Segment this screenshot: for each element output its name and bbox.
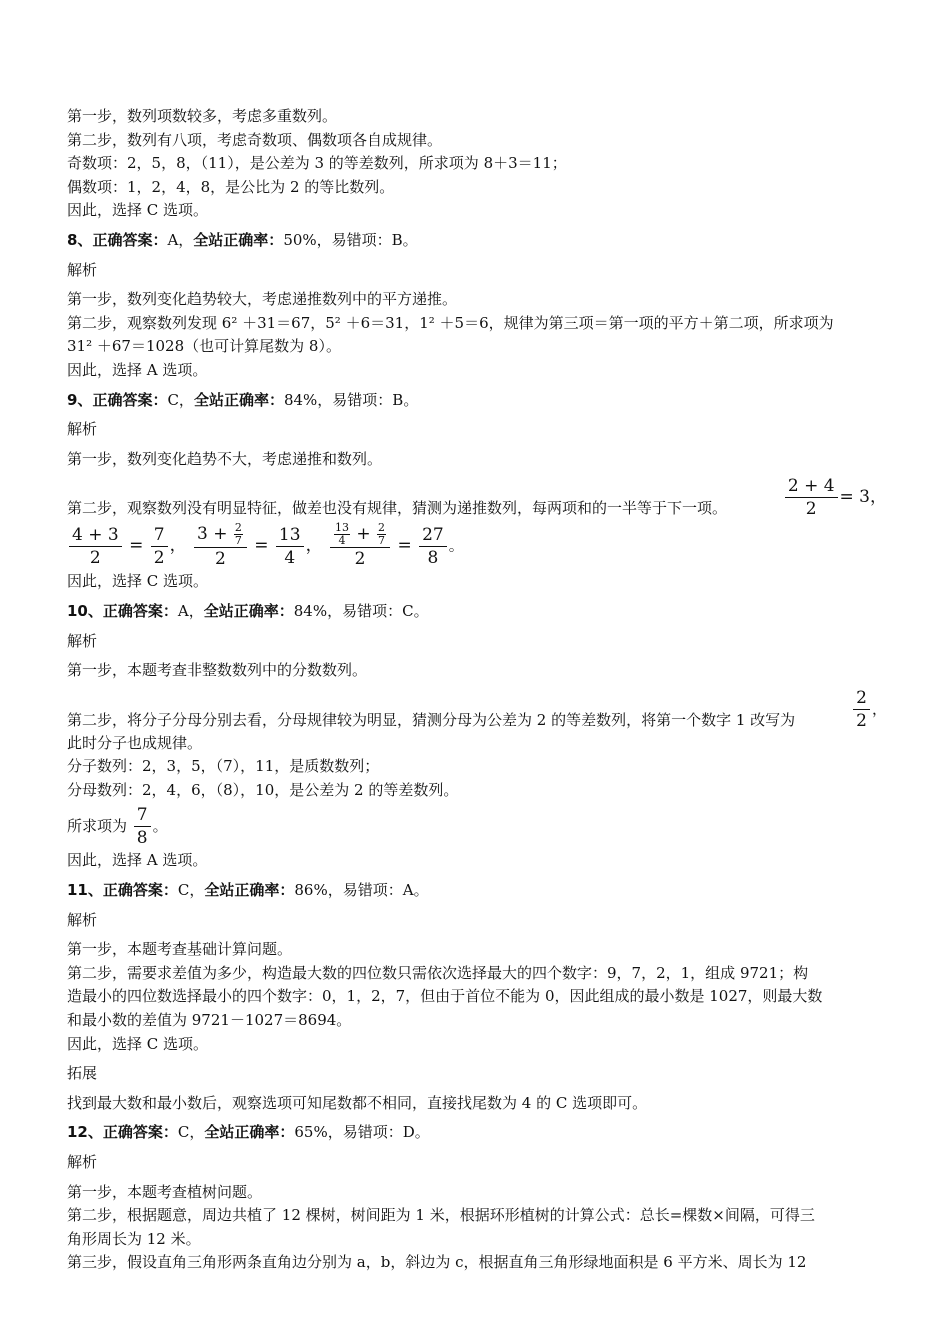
q10-step2: 第二步，将分子分母分别去看，分母规律较为明显，猜测分母为公差为 2 的等差数列，将第一个数字 1 改写为 xyxy=(67,710,796,729)
q9-block xyxy=(67,389,887,594)
q11-rate-label: 全站正确率： xyxy=(204,881,295,900)
q11-step2-cont1: 造最小的四位数选择最小的四个数字：0，1，2，7，但由于首位不能为 0，因此组成的最小数是 1027，则最大数 xyxy=(67,987,823,1006)
q10-numerators: 分子数列：2，3，5，（7），11，是质数数列； xyxy=(67,757,380,776)
q10-analysis-label: 解析 xyxy=(67,631,98,650)
q8-number: 8、 xyxy=(67,230,93,249)
q9-conclusion: 因此，选择 C 选项。 xyxy=(67,572,209,591)
q9-formula-1: $\frac{2 + 4}{2}$ = 3， xyxy=(783,475,887,520)
q9-step2-row xyxy=(67,475,887,520)
q12-analysis-label: 解析 xyxy=(67,1153,98,1171)
q10-step2-row xyxy=(67,687,887,732)
q7-conclusion: 因此，选择 C 选项。 xyxy=(67,201,209,220)
q8-step2-cont: 31² ＋67＝1028（也可计算尾数为 8）。 xyxy=(67,337,341,356)
q11-answer: C， xyxy=(177,881,205,900)
q8-rate-label: 全站正确率： xyxy=(193,230,284,249)
q9-answer-label: 正确答案： xyxy=(92,390,168,409)
q9-header xyxy=(67,389,887,413)
q8-answer: A， xyxy=(167,230,194,249)
q11-analysis-label: 解析 xyxy=(67,910,98,929)
q10-answer-label: 正确答案： xyxy=(102,601,178,620)
q11-header xyxy=(67,879,887,903)
q9-rate-label: 全站正确率： xyxy=(193,390,284,409)
q9-step2: 第二步，观察数列没有明显特征，做差也没有规律，猜测为递推数列，每两项和的一半等于下一项。 xyxy=(67,499,728,518)
q12-step2: 第二步，根据题意，周边共植了 12 棵树，树间距为 1 米，根据环形植树的计算公式：总长=棵数×间隔，可得三 xyxy=(67,1206,815,1225)
q12-block xyxy=(67,1121,887,1275)
q10-step1: 第一步，本题考查非整数数列中的分数数列。 xyxy=(67,661,368,680)
q12-rate: 65%，易错项：D。 xyxy=(294,1123,430,1142)
q12-rate-label: 全站正确率： xyxy=(204,1123,295,1142)
q11-answer-label: 正确答案： xyxy=(102,881,178,900)
q8-block xyxy=(67,229,887,383)
q10-conclusion: 因此，选择 A 选项。 xyxy=(67,851,208,870)
q11-extension-label: 拓展 xyxy=(67,1064,98,1083)
q12-step3: 第三步，假设直角三角形两条直角边分别为 a，b，斜边为 c，根据直角三角形绿地面积是 6 平方米、周长为 12 xyxy=(67,1253,807,1272)
q12-number: 12、 xyxy=(67,1123,103,1142)
q8-answer-label: 正确答案： xyxy=(92,230,168,249)
q12-header xyxy=(67,1121,887,1145)
q10-denominators: 分母数列：2，4，6，（8），10，是公差为 2 的等差数列。 xyxy=(67,780,459,799)
q11-step1: 第一步，本题考查基础计算问题。 xyxy=(67,940,293,959)
q7-step1: 第一步，数列项数较多，考虑多重数列。 xyxy=(67,107,338,125)
q9-answer: C， xyxy=(167,390,194,409)
q10-result-label: 所求项为 xyxy=(67,817,128,836)
q10-step2-cont: 此时分子也成规律。 xyxy=(67,733,203,752)
q11-conclusion: 因此，选择 C 选项。 xyxy=(67,1034,209,1053)
q8-analysis-label: 解析 xyxy=(67,260,98,279)
solution-page xyxy=(67,105,887,1275)
q12-step1: 第一步，本题考查植树问题。 xyxy=(67,1182,263,1201)
q8-step2: 第二步，观察数列发现 6² ＋31＝67，5² ＋6＝31，1² ＋5＝6，规律为第三项＝第一项的平方＋第二项，所求项为 xyxy=(67,313,834,332)
q9-number: 9、 xyxy=(67,390,93,409)
q10-block xyxy=(67,600,887,873)
q9-rate: 84%，易错项：B。 xyxy=(283,390,419,409)
q8-conclusion: 因此，选择 A 选项。 xyxy=(67,360,208,379)
q7-step2: 第二步，数列有八项，考虑奇数项、偶数项各自成规律。 xyxy=(67,130,443,149)
q10-result-row: 所求项为 $\frac{7}{8}$ 。 xyxy=(67,805,168,849)
q11-extension: 找到最大数和最小数后，观察选项可知尾数都不相同，直接找尾数为 4 的 C 选项即可。 xyxy=(67,1093,648,1112)
q10-frac-two-halves: $\frac{2}{2}$ ， xyxy=(851,687,887,732)
q10-header xyxy=(67,600,887,624)
q11-rate: 86%，易错项：A。 xyxy=(294,881,429,900)
q9-formula-line: $\frac{4 + 3}{2}$ = $\frac{7}{2}$ ， 3 + $\frac{2}{7}$ 2 = $\frac{13}{4}$ ， $\frac{13}{4}$ + $\frac{2}{7}$ 2 = $\frac{27}{8}$ 。 xyxy=(67,522,887,570)
q7-block xyxy=(67,105,887,223)
q10-rate-label: 全站正确率： xyxy=(203,601,294,620)
q8-rate: 50%，易错项：B。 xyxy=(283,230,418,249)
q10-rate: 84%，易错项：C。 xyxy=(293,601,429,620)
q11-number: 11、 xyxy=(67,881,103,900)
q11-step2-cont2: 和最小数的差值为 9721－1027＝8694。 xyxy=(67,1011,352,1030)
q10-number: 10、 xyxy=(67,601,103,620)
q11-step2: 第二步，需要求差值为多少，构造最大数的四位数只需依次选择最大的四个数字：9，7，2，1，组成 9721；构 xyxy=(67,963,809,982)
q12-answer-label: 正确答案： xyxy=(102,1123,178,1142)
q7-odd-terms: 奇数项：2，5，8，（11），是公差为 3 的等差数列，所求项为 8＋3＝11； xyxy=(67,154,567,173)
q12-answer: C， xyxy=(177,1123,205,1142)
q8-step1: 第一步，数列变化趋势较大，考虑递推数列中的平方递推。 xyxy=(67,290,458,309)
q11-block xyxy=(67,879,887,1115)
q10-result-frac: $\frac{7}{8}$ xyxy=(132,816,153,836)
q12-step2-cont: 角形周长为 12 米。 xyxy=(67,1229,201,1248)
q7-even-terms: 偶数项：1，2，4，8，是公比为 2 的等比数列。 xyxy=(67,177,395,196)
q9-analysis-label: 解析 xyxy=(67,420,98,439)
q9-step1: 第一步，数列变化趋势不大，考虑递推和数列。 xyxy=(67,449,383,468)
q8-header xyxy=(67,229,887,253)
q10-answer: A， xyxy=(177,601,204,620)
